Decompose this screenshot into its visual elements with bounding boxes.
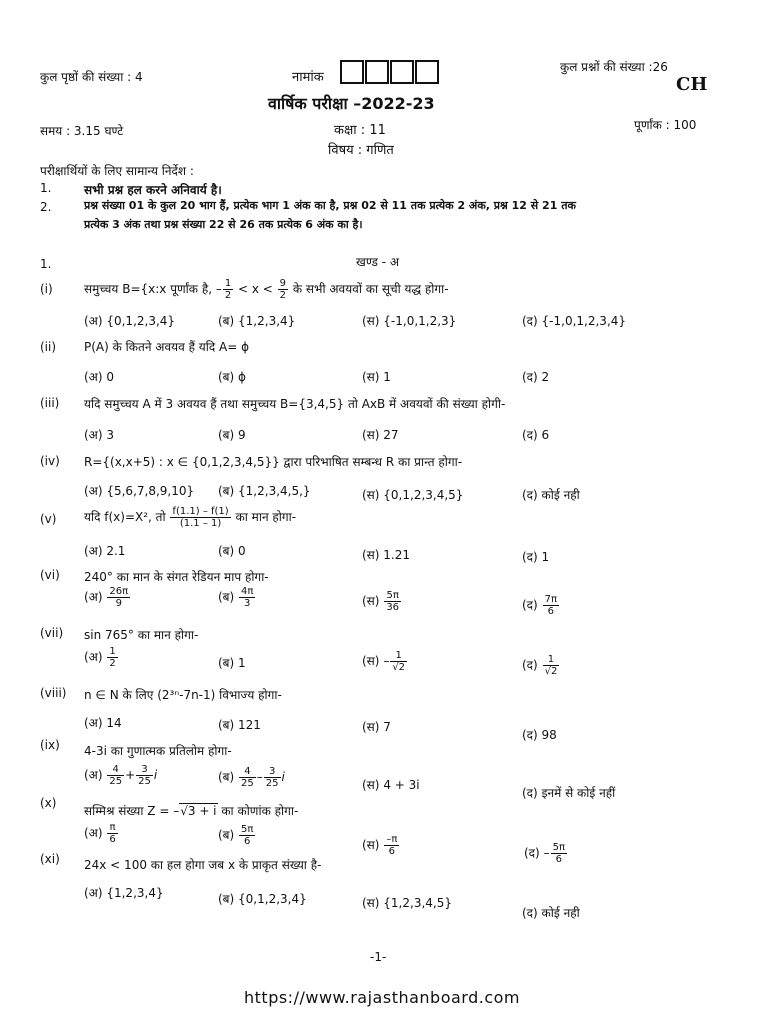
option-d[interactable]: (द) {-1,0,1,2,3,4} — [522, 314, 627, 328]
instruction-2-number: 2. — [40, 200, 52, 214]
option-d[interactable]: (द) 6 — [522, 428, 550, 442]
exam-subject: विषय : गणित — [328, 143, 394, 158]
option-a[interactable]: (अ) {1,2,3,4} — [84, 886, 164, 900]
option-c[interactable]: (स) 4 + 3i — [362, 778, 420, 792]
total-questions: कुल प्रश्नों की संख्या :26 — [560, 60, 668, 74]
question-number: (v) — [40, 512, 57, 526]
option-d[interactable]: (द) इनमें से कोई नहीं — [522, 786, 616, 800]
question-number: (i) — [40, 282, 53, 296]
option-b[interactable]: (ब) ϕ — [218, 370, 246, 384]
option-b[interactable]: (ब) {1,2,3,4,5,} — [218, 484, 311, 498]
option-b[interactable]: (ब) 1 — [218, 656, 246, 670]
question-text: R={(x,x+5) : x ∈ {0,1,2,3,4,5}} द्वारा परिभाषित सम्बन्ध R का प्रान्त होगा- — [84, 455, 463, 469]
option-a[interactable]: (अ) 14 — [84, 716, 122, 730]
question-text: समुच्चय B={x:x पूर्णांक है, – $\frac{1}{2}$ < x < $\frac{9}{2}$ के सभी अवयवों का सूची यद्ध होगा- — [84, 278, 449, 301]
instruction-2-text-cont: प्रत्येक 3 अंक तथा प्रश्न संख्या 22 से 26 तक प्रत्येक 6 अंक का है। — [84, 218, 363, 231]
option-a[interactable]: (अ) $\frac{26\pi}{9}$ — [84, 586, 129, 609]
option-a[interactable]: (अ) $\frac{\pi}{6}$ — [84, 822, 116, 845]
option-d[interactable]: (द) 1 — [522, 550, 550, 564]
instruction-1-text: सभी प्रश्न हल करने अनिवार्य है। — [84, 183, 222, 197]
option-a[interactable]: (अ) $\frac{4}{25}$ + $\frac{3}{25}$ i — [84, 764, 158, 787]
option-a[interactable]: (अ) 0 — [84, 370, 114, 384]
section-title: खण्ड - अ — [356, 255, 400, 269]
instruction-1-number: 1. — [40, 181, 52, 195]
fraction: $\frac{9}{2}$ — [279, 278, 287, 301]
option-c[interactable]: (स) 27 — [362, 428, 399, 442]
option-a[interactable]: (अ) 3 — [84, 428, 114, 442]
question-text: 4-3i का गुणात्मक प्रतिलोम होगा- — [84, 744, 232, 758]
question-number: (vii) — [40, 626, 64, 640]
question-text: sin 765° का मान होगा- — [84, 628, 199, 642]
option-d[interactable]: (द) $\frac{1}{√2}$ — [522, 654, 558, 677]
exam-title: वार्षिक परीक्षा –2022-23 — [268, 94, 435, 113]
question-text: n ∈ N के लिए (2³ⁿ-7n-1) विभाज्य होगा- — [84, 688, 282, 702]
total-pages: कुल पृष्ठों की संख्या : 4 — [40, 70, 143, 84]
page-number: -1- — [370, 950, 387, 964]
instructions-title: परीक्षार्थियों के लिए सामान्य निर्देश : — [40, 164, 194, 178]
question-text: 24x < 100 का हल होगा जब x के प्राकृत संख्या है- — [84, 858, 322, 872]
option-a[interactable]: (अ) {0,1,2,3,4} — [84, 314, 176, 328]
option-b[interactable]: (ब) {0,1,2,3,4} — [218, 892, 307, 906]
option-a[interactable]: (अ) 2.1 — [84, 544, 126, 558]
option-c[interactable]: (स) {-1,0,1,2,3} — [362, 314, 457, 328]
option-c[interactable]: (स) – $\frac{1}{√2}$ — [362, 650, 406, 673]
option-c[interactable]: (स) $\frac{5\pi}{36}$ — [362, 590, 400, 613]
question-number: (x) — [40, 796, 57, 810]
question-text: सम्मिश्र संख्या Z = –√3 + i का कोणांक होगा- — [84, 804, 299, 818]
question-text: यदि f(x)=X², तो $\frac{f(1.1) - f(1)}{(1.1 - 1)}$ का मान होगा- — [84, 506, 297, 529]
option-c[interactable]: (स) 1 — [362, 370, 391, 384]
option-d[interactable]: (द) 98 — [522, 728, 557, 742]
question-text: P(A) के कितने अवयव हैं यदि A= ϕ — [84, 340, 250, 354]
paper-code: CH — [676, 74, 708, 95]
option-d[interactable]: (द) – $\frac{5\pi}{6}$ — [524, 842, 565, 865]
question-number: (iv) — [40, 454, 60, 468]
option-c[interactable]: (स) 1.21 — [362, 548, 411, 562]
question-number: (viii) — [40, 686, 67, 700]
question-text: 240° का मान के संगत रेडियन माप होगा- — [84, 570, 269, 584]
question-number: (vi) — [40, 568, 60, 582]
option-d[interactable]: (द) $\frac{7\pi}{6}$ — [522, 594, 557, 617]
option-c[interactable]: (स) {1,2,3,4,5} — [362, 896, 452, 910]
max-marks: पूर्णांक : 100 — [634, 118, 697, 132]
option-b[interactable]: (ब) $\frac{4\pi}{3}$ — [218, 586, 254, 609]
option-b[interactable]: (ब) 0 — [218, 544, 246, 558]
exam-class: कक्षा : 11 — [334, 123, 386, 138]
option-a[interactable]: (अ) $\frac{1}{2}$ — [84, 646, 116, 669]
question-number: (ii) — [40, 340, 57, 354]
option-c[interactable]: (स) $\frac{-\pi}{6}$ — [362, 834, 398, 857]
option-d[interactable]: (द) कोई नही — [522, 488, 580, 502]
question-number: (iii) — [40, 396, 60, 410]
option-c[interactable]: (स) {0,1,2,3,4,5} — [362, 488, 464, 502]
option-b[interactable]: (ब) $\frac{4}{25}$ – $\frac{3}{25}$ i — [218, 766, 285, 789]
footer-url[interactable]: https://www.rajasthanboard.com — [244, 988, 521, 1007]
instruction-2-text: प्रश्न संख्या 01 के कुल 20 भाग हैं, प्रत्येक भाग 1 अंक का है, प्रश्न 02 से 11 तक प्रत्येक 2 अंक, प्रश्न 12 से 21 तक — [84, 199, 576, 212]
option-b[interactable]: (ब) 9 — [218, 428, 246, 442]
option-b[interactable]: (ब) $\frac{5\pi}{6}$ — [218, 824, 254, 847]
section-number: 1. — [40, 257, 52, 271]
option-a[interactable]: (अ) {5,6,7,8,9,10} — [84, 484, 195, 498]
question-text: यदि समुच्चय A में 3 अवयव हैं तथा समुच्चय B={3,4,5} तो AxB में अवयवों की संख्या होगी- — [84, 397, 506, 411]
option-c[interactable]: (स) 7 — [362, 720, 391, 734]
fraction: $\frac{1}{2}$ — [224, 278, 232, 301]
roll-number-label: नामांक — [292, 70, 324, 85]
exam-time: समय : 3.15 घण्टे — [40, 124, 124, 138]
option-d[interactable]: (द) कोई नही — [522, 906, 580, 920]
fraction: $\frac{f(1.1) - f(1)}{(1.1 - 1)}$ — [172, 506, 229, 529]
question-number: (xi) — [40, 852, 60, 866]
option-b[interactable]: (ब) {1,2,3,4} — [218, 314, 296, 328]
option-b[interactable]: (ब) 121 — [218, 718, 261, 732]
option-d[interactable]: (द) 2 — [522, 370, 550, 384]
question-number: (ix) — [40, 738, 60, 752]
